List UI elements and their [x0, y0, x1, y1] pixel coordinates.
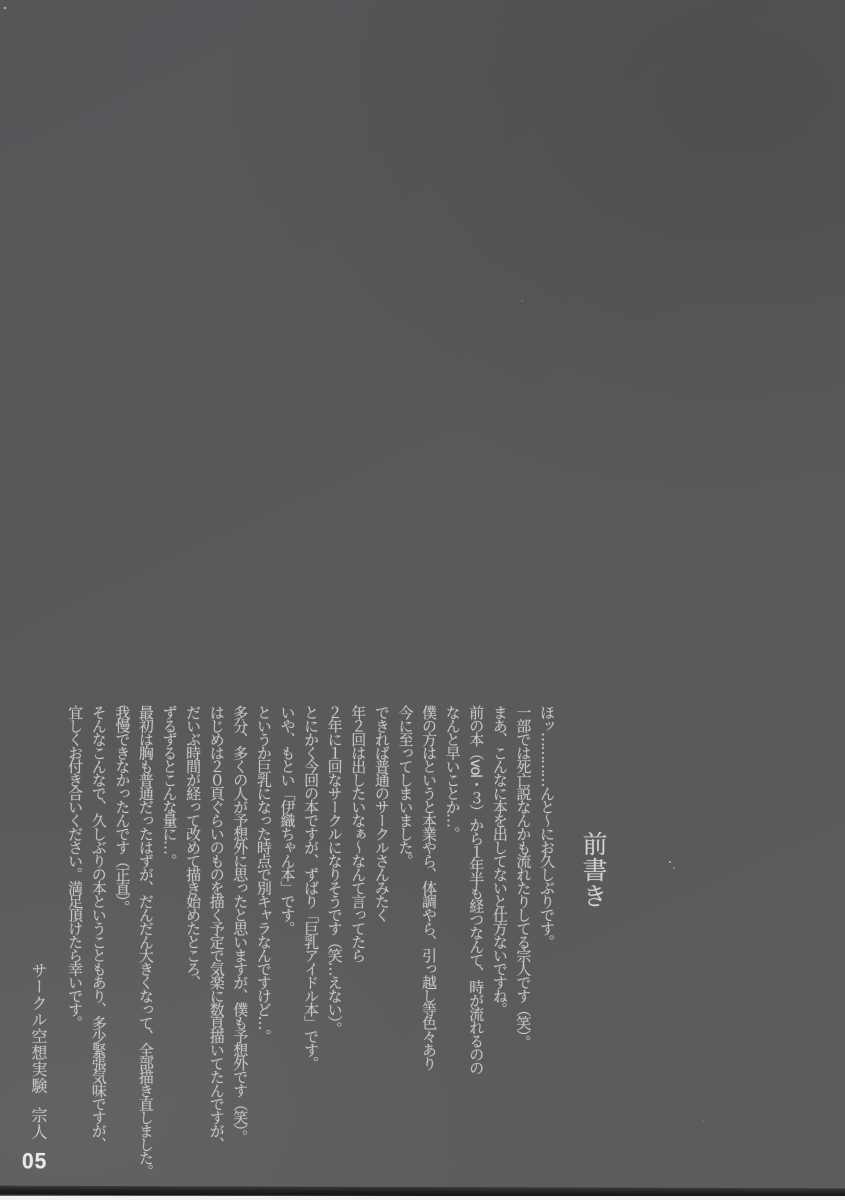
preface-line: だいぶ時間が経って改めて描き始めたところ、 [184, 705, 203, 989]
preface-line: ２年に１回なサークルになりそうです（笑…えない）。 [325, 705, 344, 1035]
preface-line: とにかく今回の本ですが、ずばり「巨乳アイドル本」です。 [302, 705, 321, 1070]
scan-dust [0, 0, 2, 2]
preface-line: 前の本（vol・３）から１年半も経つなんて、時が流れるのの [467, 705, 486, 1074]
preface-line: ほッ…………んと～にお久しぶりです。 [538, 705, 556, 948]
preface-line: 僕の方はというと本業やら、体調やら、引っ越し等色々あり [420, 705, 439, 1070]
preface-line: 我慢できなかったんです（正直）。 [113, 705, 132, 914]
preface-line: 多分、多くの人が予想外に思ったと思いますが、僕も予想外です（笑）。 [231, 705, 250, 1143]
preface-body [63, 705, 558, 1187]
circle-credit [26, 962, 50, 1140]
preface-line: そんなこんなで、久しぶりの本ということもあり、多少緊張気味ですが、 [89, 705, 108, 1151]
preface-line: 年２回は出したいなぁ～なんて言ってたら [349, 705, 368, 962]
page-title: 前書き [579, 831, 608, 909]
preface-line: 宜しくお付き合いください。満足頂けたら幸いです。 [66, 705, 85, 1029]
preface-line: なんと早いことか…。 [443, 705, 462, 840]
preface-line: 最初は胸も普通だったはずが、だんだん大きくなって、全部描き直しました。 [136, 705, 155, 1178]
preface-line: 今に至ってしまいました。 [396, 705, 415, 867]
preface-line: というか巨乳になった時点で別キャラなんですけど…。 [254, 705, 273, 1043]
circle-name: サークル空想実験 [29, 962, 48, 1094]
paper-edge [0, 1196, 845, 1200]
preface-line: 一部では死亡説なんかも流れたりしてる宗人です（笑）。 [514, 705, 533, 1049]
preface-line: いや、もとい「伊織ちゃん本」です。 [278, 705, 297, 935]
page-number: 05 [22, 1149, 48, 1174]
preface-line: できれば普通のサークルさんみたく [372, 705, 391, 921]
preface-text-block [63, 705, 608, 1187]
author-name: 宗人 [29, 1107, 48, 1140]
preface-line: ずるずるとこんな量に…。 [160, 705, 179, 867]
preface-line: はじめは２０頁ぐらいのものを描く予定で気楽に数頁描いてたんですが、 [207, 705, 226, 1151]
preface-line: まあ、こんなに本を出してないと仕方ないですね。 [490, 705, 509, 1016]
